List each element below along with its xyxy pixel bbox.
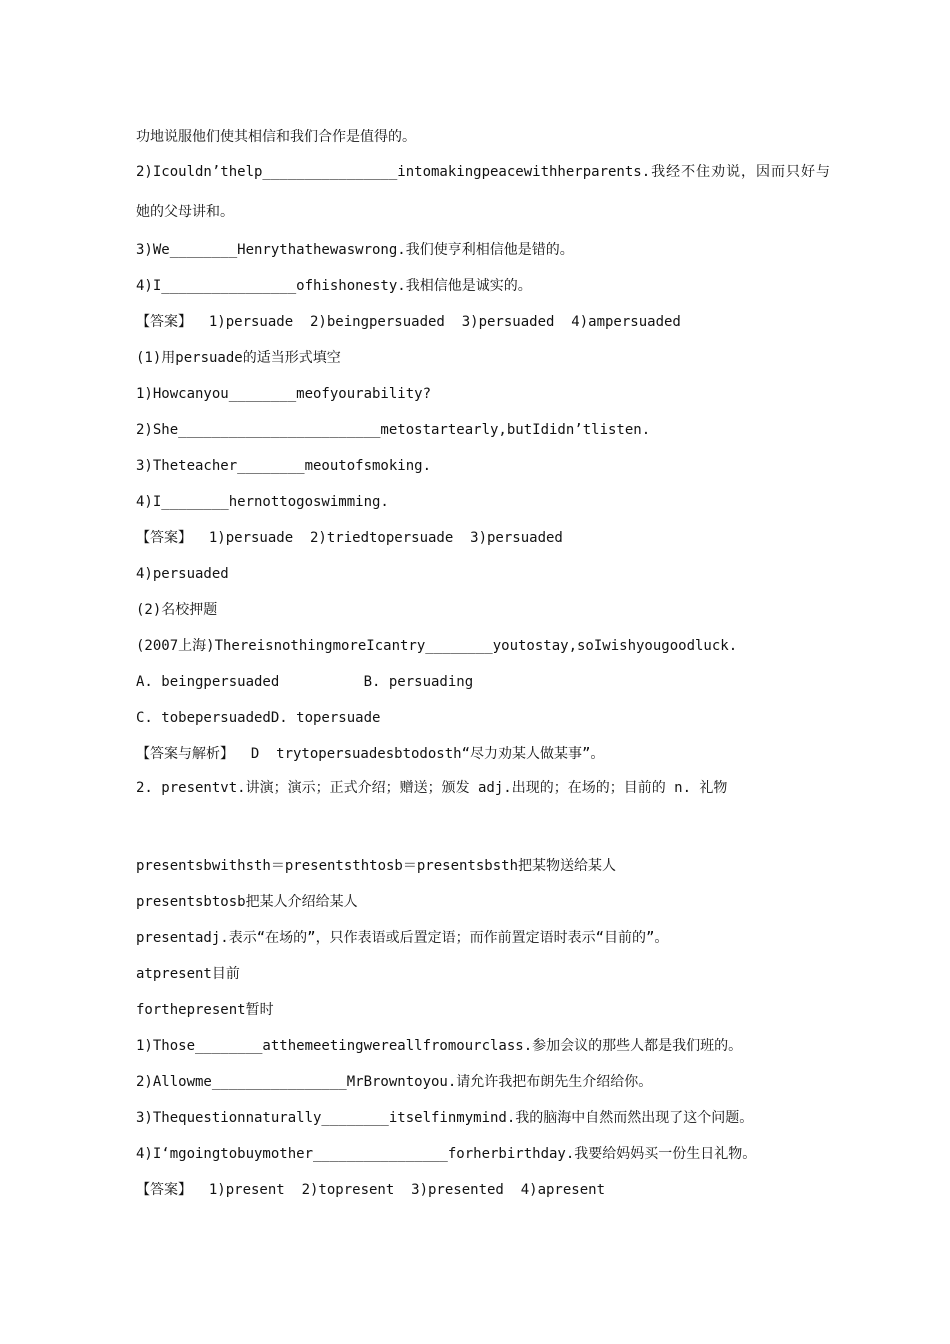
- text-line: 2)She________________________metostartearly,butIdidn’tlisten.: [136, 422, 651, 438]
- text-line: 1)Howcanyou________meofyourability?: [136, 386, 432, 402]
- option-line: A. beingpersuaded B. persuading: [136, 674, 474, 690]
- text-line: 4)I________hernottogoswimming.: [136, 494, 389, 510]
- text-line: presentsbtosb把某人介绍给某人: [136, 894, 358, 910]
- answer-line: 【答案】 1)persuade 2)beingpersuaded 3)persuaded 4)ampersuaded: [136, 314, 681, 330]
- text-line: forthepresent暂时: [136, 1002, 274, 1018]
- answer-line: 【答案与解析】 D trytopersuadesbtodosth“尽力劝某人做某事”。: [136, 746, 605, 762]
- text-line: 功地说服他们使其相信和我们合作是值得的。: [136, 129, 416, 145]
- text-line: 3)We________Henrythathewaswrong.我们使亨利相信他是错的。: [136, 242, 574, 258]
- text-line: 4)I‘mgoingtobuymother________________forherbirthday.我要给妈妈买一份生日礼物。: [136, 1146, 757, 1162]
- text-line: 4)I________________ofhishonesty.我相信他是诚实的。: [136, 278, 532, 294]
- text-line: presentadj.表示“在场的”，只作表语或后置定语；而作前置定语时表示“目前的”。: [136, 930, 669, 946]
- section-heading: (1)用persuade的适当形式填空: [136, 350, 341, 366]
- text-line: 1)Those________atthemeetingwereallfromourclass.参加会议的那些人都是我们班的。: [136, 1038, 743, 1054]
- answer-line: 【答案】 1)persuade 2)triedtopersuade 3)persuaded: [136, 530, 563, 546]
- answer-line: 【答案】 1)present 2)topresent 3)presented 4)apresent: [136, 1182, 606, 1198]
- text-line: 4)persuaded: [136, 566, 229, 582]
- text-line: 2)Icouldn’thelp________________intomakingpeacewithherparents.我经不住劝说，因而只好与她的父母讲和。: [136, 164, 830, 220]
- question-line: (2007上海)ThereisnothingmoreIcantry________youtostay,soIwishyougoodluck.: [136, 638, 738, 654]
- text-line: atpresent目前: [136, 966, 240, 982]
- section-heading: (2)名校押题: [136, 602, 218, 618]
- text-line: 2. presentvt.讲演；演示；正式介绍；赠送；颁发 adj.出现的；在场的；目前的 n. 礼物: [136, 780, 728, 796]
- text-line: 3)Thequestionnaturally________itselfinmymind.我的脑海中自然而然出现了这个问题。: [136, 1110, 754, 1126]
- text-line: 3)Theteacher________meoutofsmoking.: [136, 458, 432, 474]
- option-line: C. tobepersuadedD. topersuade: [136, 710, 381, 726]
- text-line: 2)Allowme________________MrBrowntoyou.请允许我把布朗先生介绍给你。: [136, 1074, 653, 1090]
- text-line: presentsbwithsth＝presentsthtosb＝presentsbsth把某物送给某人: [136, 858, 617, 874]
